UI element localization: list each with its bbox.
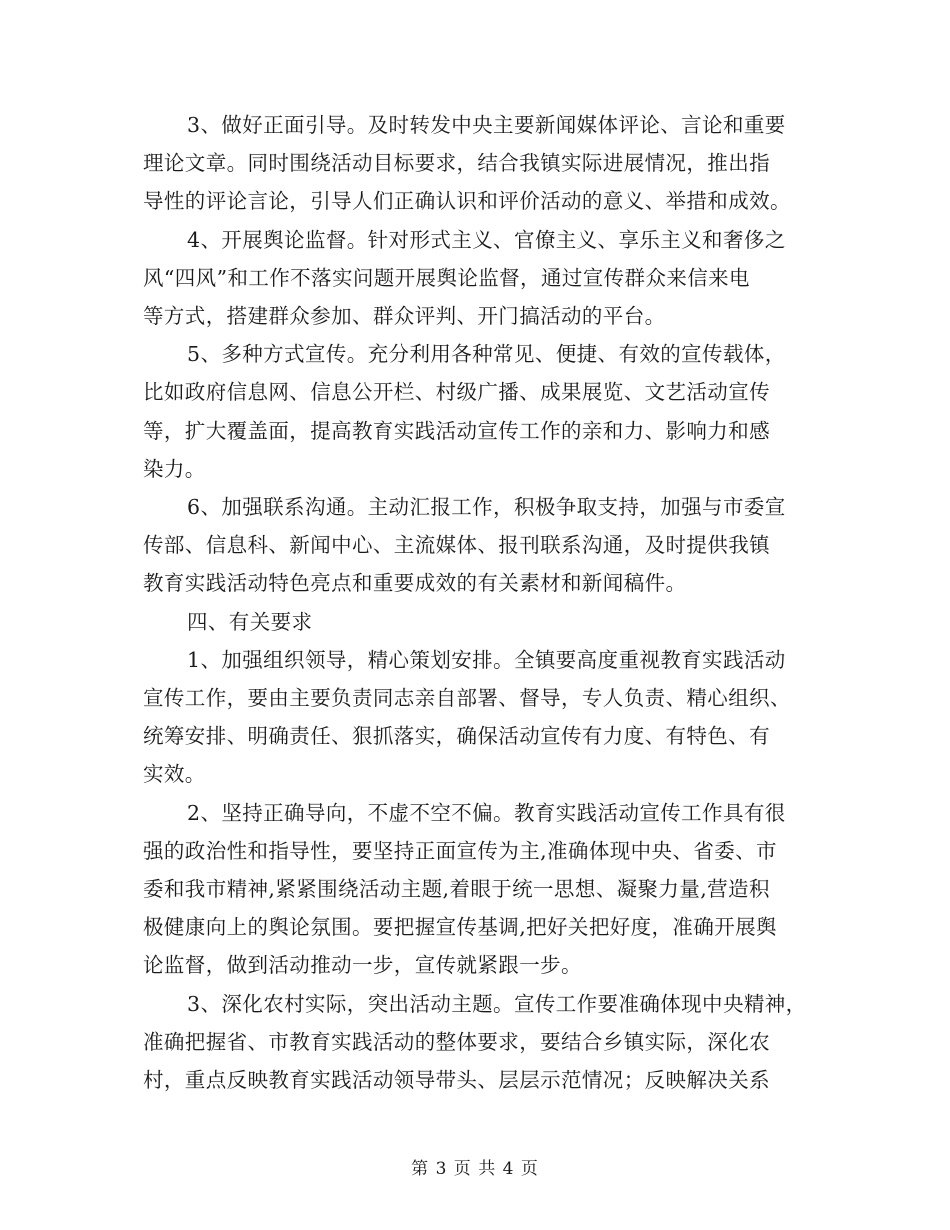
paragraph-multiple-channels <box>143 335 811 488</box>
text-line: 比如政府信息网、信息公开栏、村级广播、成果展览、文艺活动宣传 <box>143 380 770 405</box>
requirement-rural-practice <box>143 985 811 1100</box>
text-line: 6、加强联系沟通。主动汇报工作，积极争取支持，加强与市委宣 <box>187 495 786 520</box>
requirement-orientation <box>143 794 811 985</box>
text-line: 2、坚持正确导向，不虚不空不偏。教育实践活动宣传工作具有很 <box>187 800 786 825</box>
text-line: 实效。 <box>143 762 206 787</box>
text-line: 等方式，搭建群众参加、群众评判、开门搞活动的平台。 <box>143 304 666 329</box>
text-line: 极健康向上的舆论氛围。要把握宣传基调,把好关把好度，准确开展舆 <box>143 915 777 940</box>
text-line: 强的政治性和指导性，要坚持正面宣传为主,准确体现中央、省委、市 <box>143 838 777 863</box>
section-heading: 四、有关要求 <box>187 609 313 634</box>
text-line: 染力。 <box>143 456 206 481</box>
text-line: 传部、信息科、新闻中心、主流媒体、报刊联系沟通，及时提供我镇 <box>143 533 770 558</box>
text-line: 风“四风”和工作不落实问题开展舆论监督，通过宣传群众来信来电 <box>143 265 750 290</box>
text-line: 导性的评论言论，引导人们正确认识和评价活动的意义、举措和成效。 <box>143 189 791 214</box>
text-line: 3、深化农村实际，突出活动主题。宣传工作要准确体现中央精神， <box>187 991 807 1016</box>
document-body <box>143 106 811 1099</box>
text-line: 村，重点反映教育实践活动领导带头、层层示范情况；反映解决关系 <box>143 1068 770 1093</box>
text-line: 1、加强组织领导，精心策划安排。全镇要高度重视教育实践活动 <box>187 647 786 672</box>
text-line: 3、做好正面引导。及时转发中央主要新闻媒体评论、言论和重要 <box>187 113 786 137</box>
text-line: 宣传工作，要由主要负责同志亲自部署、督导，专人负责、精心组织、 <box>143 686 791 711</box>
text-line: 论监督，做到活动推动一步，宣传就紧跟一步。 <box>143 953 582 978</box>
paragraph-positive-guidance <box>143 106 811 221</box>
paragraph-communication <box>143 488 811 603</box>
text-line: 委和我市精神,紧紧围绕活动主题,着眼于统一思想、凝聚力量,营造积 <box>143 877 770 902</box>
paragraph-opinion-supervision <box>143 221 811 336</box>
requirement-organization <box>143 641 811 794</box>
text-line: 理论文章。同时围绕活动目标要求，结合我镇实际进展情况，推出指 <box>143 151 770 176</box>
text-line: 统筹安排、明确责任、狠抓落实，确保活动宣传有力度、有特色、有 <box>143 724 770 749</box>
text-line: 教育实践活动特色亮点和重要成效的有关素材和新闻稿件。 <box>143 571 687 596</box>
text-line: 5、多种方式宣传。充分利用各种常见、便捷、有效的宣传载体， <box>187 342 786 367</box>
page-number-footer: 第 3 页 共 4 页 <box>411 1159 539 1179</box>
text-line: 4、开展舆论监督。针对形式主义、官僚主义、享乐主义和奢侈之 <box>187 227 786 252</box>
text-line: 等，扩大覆盖面，提高教育实践活动宣传工作的亲和力、影响力和感 <box>143 418 770 443</box>
text-line: 准确把握省、市教育实践活动的整体要求，要结合乡镇实际，深化农 <box>143 1029 770 1054</box>
